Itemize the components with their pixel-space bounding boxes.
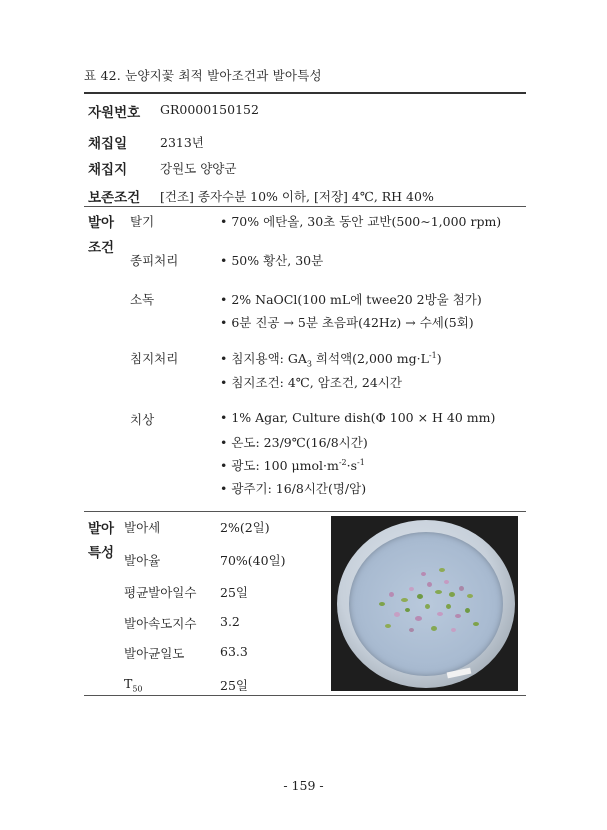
trait-name: 발아균일도 bbox=[124, 646, 185, 661]
trait-name: $T_{50}$ bbox=[124, 676, 143, 694]
condition-soaking-detail-2: • 침지조건: 4℃, 암조건, 24시간 bbox=[220, 375, 402, 390]
condition-disinfection-detail-2: • 6분 진공 → 5분 초음파(42Hz) → 수세(5회) bbox=[220, 315, 474, 330]
condition-degassing: 탈기 bbox=[130, 214, 155, 229]
condition-disinfection: 소독 bbox=[130, 292, 155, 307]
trait-value: 63.3 bbox=[220, 644, 248, 659]
section-divider-2 bbox=[84, 511, 526, 512]
trait-name: 평균발아일수 bbox=[124, 585, 197, 600]
trait-name: 발아율 bbox=[124, 553, 161, 568]
trait-value: 25일 bbox=[220, 678, 248, 693]
section-divider bbox=[84, 206, 526, 207]
trait-name: 발아속도지수 bbox=[124, 616, 197, 631]
germ-trait-label-top: 발아 bbox=[88, 521, 115, 537]
table-caption: 표 42. 눈양지꽃 최적 발아조건과 발아특성 bbox=[84, 68, 322, 83]
condition-plating-detail-3: • 광도: 100 $\mu mol\cdot m^{-2}\cdot s^{-1}$ bbox=[220, 457, 365, 473]
collection-site-value: 강원도 양양군 bbox=[160, 161, 237, 176]
storage-condition-value: [건조] 종자수분 10% 이하, [저장] 4℃, RH 40% bbox=[160, 189, 434, 204]
condition-plating: 치상 bbox=[130, 412, 155, 427]
table-top-rule bbox=[84, 92, 526, 94]
trait-value: 3.2 bbox=[220, 614, 240, 629]
trait-value: 2%(2일) bbox=[220, 520, 270, 535]
condition-disinfection-detail-1: • 2% NaOCl(100 mL에 twee20 2방울 첨가) bbox=[220, 292, 482, 307]
collection-date-label: 채집일 bbox=[88, 136, 128, 152]
collection-date-value: 2313년 bbox=[160, 135, 204, 150]
germ-trait-label-bottom: 특성 bbox=[88, 545, 115, 561]
table-bottom-rule bbox=[84, 695, 526, 696]
trait-value: 25일 bbox=[220, 585, 248, 600]
storage-condition-label: 보존조건 bbox=[88, 190, 141, 206]
germ-condition-label-bottom: 조건 bbox=[88, 240, 115, 256]
collection-site-label: 채집지 bbox=[88, 162, 128, 178]
page-number: - 159 - bbox=[283, 778, 324, 793]
condition-seedcoat: 종피처리 bbox=[130, 253, 179, 268]
condition-plating-detail-4: • 광주기: 16/8시간(명/암) bbox=[220, 481, 367, 496]
dish-rim bbox=[337, 520, 515, 688]
petri-dish-photo bbox=[331, 516, 518, 691]
dish-agar bbox=[349, 532, 503, 676]
trait-name: 발아세 bbox=[124, 520, 161, 535]
resource-number-label: 자원번호 bbox=[88, 105, 141, 121]
trait-value: 70%(40일) bbox=[220, 553, 286, 568]
condition-soaking-detail-1: • 침지용액: $GA_3$ 희석액(2,000 $mg\cdot L^{-1}$) bbox=[220, 350, 442, 369]
condition-plating-detail-2: • 온도: 23/9℃(16/8시간) bbox=[220, 435, 368, 450]
condition-soaking: 침지처리 bbox=[130, 351, 179, 366]
condition-plating-detail-1: • 1% Agar, Culture dish(Φ 100 × H 40 mm) bbox=[220, 410, 496, 425]
resource-number-value: GR0000150152 bbox=[160, 102, 259, 117]
condition-degassing-detail: • 70% 에탄올, 30초 동안 교반(500∼1,000 rpm) bbox=[220, 214, 502, 229]
germ-condition-label-top: 발아 bbox=[88, 215, 115, 231]
condition-seedcoat-detail: • 50% 황산, 30분 bbox=[220, 253, 324, 268]
